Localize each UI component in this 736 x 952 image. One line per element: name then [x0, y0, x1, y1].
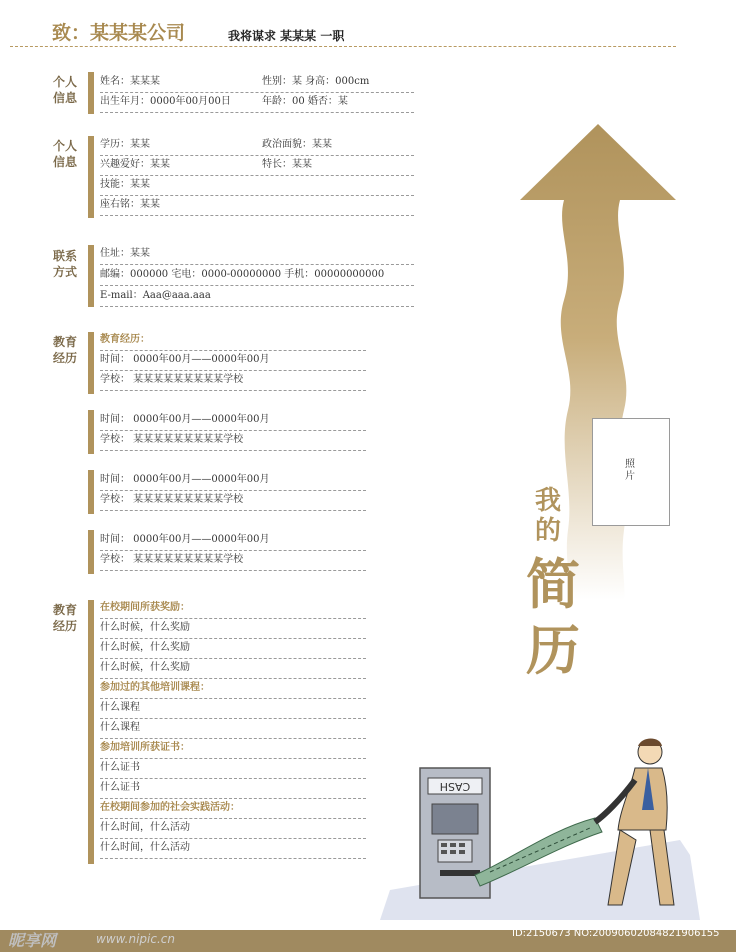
info-birth: 出生年月：0000年00月00日: [100, 96, 231, 107]
education-time: 时间： 0000年00月——0000年00月: [100, 354, 270, 365]
photo-label: 照片: [625, 459, 635, 482]
practice-heading-text: 在校期间参加的社会实践活动：: [100, 802, 240, 813]
info-political: 政治面貌：某某: [262, 139, 332, 150]
contact-address: 住址：某某: [100, 248, 150, 259]
section-label-awards: 教育经历: [53, 603, 78, 633]
awards-heading-text: 在校期间所获奖励：: [100, 602, 190, 613]
training-item-text: 什么课程: [100, 702, 140, 713]
education-school: 学校： 某某某某某某某某某学校: [100, 374, 244, 385]
education-time: 时间： 0000年00月——0000年00月: [100, 474, 270, 485]
section-bar-education: [88, 530, 94, 574]
award-item: [100, 638, 366, 659]
award-item: [100, 658, 366, 679]
info-gender-height: 性别：某 身高：000cm: [262, 76, 370, 87]
title-resume: 简历: [526, 553, 580, 682]
watermark-logo: 昵享网: [8, 931, 57, 950]
info-motto: 座右铭：某某: [100, 199, 160, 210]
education-time: 时间： 0000年00月——0000年00月: [100, 414, 270, 425]
section-bar-awards: [88, 600, 94, 864]
position-sought: 我将谋求 某某某 一职: [228, 29, 345, 43]
recipient-title: 致：某某某公司: [52, 22, 186, 44]
watermark-url: www.nipic.cn: [96, 932, 175, 946]
info-hobbies: 兴趣爱好：某某: [100, 159, 170, 170]
education-school-row: [100, 430, 366, 451]
education-time-row: [100, 350, 366, 371]
photo-placeholder: [592, 418, 670, 526]
contact-phones: 邮编：000000 宅电：0000-00000000 手机：00000000000: [100, 269, 385, 280]
info-skills: 技能：某某: [100, 179, 150, 190]
education-school-row: [100, 550, 366, 571]
info-row: [100, 135, 414, 156]
education-time-row: [100, 530, 366, 551]
education-heading: [100, 330, 366, 351]
info-age-marital: 年龄：00 婚否：某: [262, 96, 348, 107]
certificate-heading: [100, 738, 366, 759]
info-name: 姓名：某某某: [100, 76, 160, 87]
section-bar-personal: [88, 72, 94, 114]
section-label-contact: 联系方式: [53, 249, 78, 279]
training-item: [100, 698, 366, 719]
section-bar-personal-2: [88, 136, 94, 218]
section-bar-education: [88, 470, 94, 514]
certificate-item: [100, 758, 366, 779]
contact-row: [100, 265, 414, 286]
training-heading: [100, 678, 366, 699]
education-school-row: [100, 370, 366, 391]
section-label-education: 教育经历: [53, 335, 78, 365]
education-school-row: [100, 490, 366, 511]
education-school: 学校： 某某某某某某某某某学校: [100, 554, 244, 565]
practice-item: [100, 818, 366, 839]
award-item-text: 什么时候，什么奖励: [100, 662, 190, 673]
education-time: 时间： 0000年00月——0000年00月: [100, 534, 270, 545]
award-item-text: 什么时候，什么奖励: [100, 642, 190, 653]
contact-row: [100, 286, 414, 307]
info-row: [100, 72, 414, 93]
training-item-text: 什么课程: [100, 722, 140, 733]
atm-sign-text: CASH: [439, 780, 471, 793]
watermark-id: ID:2150673 NO:20090602084821906155: [512, 928, 720, 939]
education-time-row: [100, 410, 366, 431]
info-specialty: 特长：某某: [262, 159, 312, 170]
header-divider: [10, 46, 676, 47]
practice-item: [100, 838, 366, 859]
education-time-row: [100, 470, 366, 491]
practice-item-text: 什么时间，什么活动: [100, 822, 190, 833]
contact-row: [100, 244, 414, 265]
section-label-personal-2: 个人信息: [53, 139, 78, 169]
practice-heading: [100, 798, 366, 819]
award-item: [100, 618, 366, 639]
info-row: [100, 92, 414, 113]
info-row: [100, 195, 414, 216]
certificate-item-text: 什么证书: [100, 762, 140, 773]
info-education: 学历：某某: [100, 139, 150, 150]
section-bar-education: [88, 332, 94, 394]
section-bar-education: [88, 410, 94, 454]
certificate-item-text: 什么证书: [100, 782, 140, 793]
info-row: [100, 175, 414, 196]
training-item: [100, 718, 366, 739]
info-row: [100, 155, 414, 176]
certificate-item: [100, 778, 366, 799]
contact-email: E-mail：Aaa@aaa.aaa: [100, 290, 211, 301]
section-label-personal: 个人信息: [53, 75, 78, 105]
certificate-heading-text: 参加培训所获证书：: [100, 742, 190, 753]
section-bar-contact: [88, 245, 94, 307]
title-my: 我的: [534, 486, 561, 546]
atm-cartoon-illustration: [380, 720, 700, 920]
awards-heading: [100, 598, 366, 619]
education-school: 学校： 某某某某某某某某某学校: [100, 494, 244, 505]
practice-item-text: 什么时间，什么活动: [100, 842, 190, 853]
education-school: 学校： 某某某某某某某某某学校: [100, 434, 244, 445]
training-heading-text: 参加过的其他培训课程：: [100, 682, 210, 693]
education-heading-text: 教育经历：: [100, 334, 150, 345]
award-item-text: 什么时候，什么奖励: [100, 622, 190, 633]
